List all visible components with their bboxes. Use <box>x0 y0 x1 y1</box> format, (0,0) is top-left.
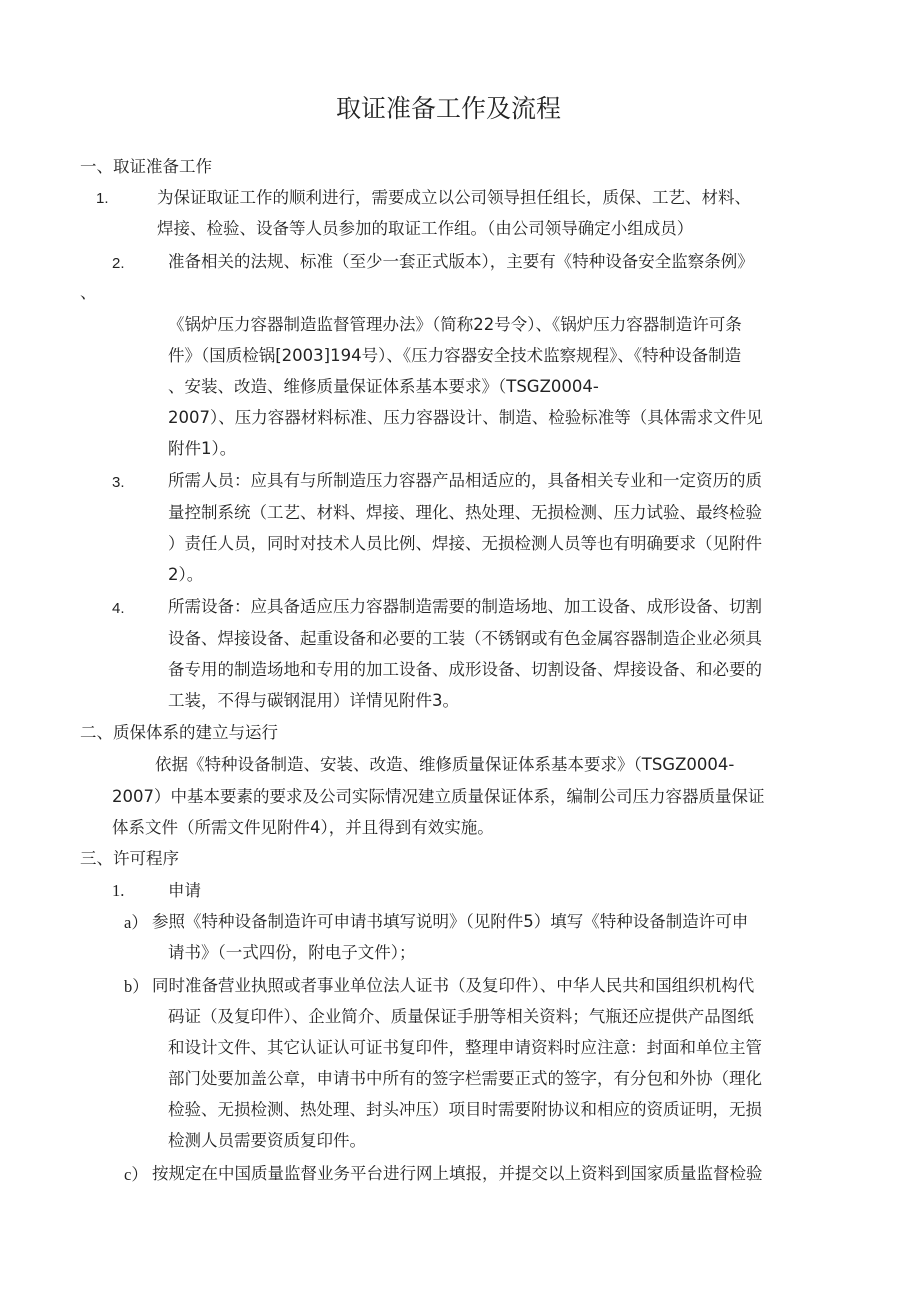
section-heading-2: 二、质保体系的建立与运行 <box>80 723 278 742</box>
item4-line-3: 备专用的制造场地和专用的加工设备、成形设备、切割设备、焊接设备、和必要的 <box>168 660 762 679</box>
item-number: 4. <box>112 600 125 617</box>
sub-item-marker-c: c） <box>124 1165 148 1184</box>
item2-line-2: 、 <box>80 283 97 302</box>
item1-line-1: 为保证取证工作的顺利进行，需要成立以公司领导担任组长，质保、工艺、材料、 <box>157 188 751 207</box>
item2-line-5: 、安装、改造、维修质量保证体系基本要求》（TSGZ0004- <box>168 377 599 396</box>
sub-item-c-line-1: 按规定在中国质量监督业务平台进行网上填报，并提交以上资料到国家质量监督检验 <box>152 1164 763 1183</box>
page-title: 取证准备工作及流程 <box>336 94 562 123</box>
sub-item-b-line-2: 码证（及复印件）、企业简介、质量保证手册等相关资料；气瓶还应提供产品图纸 <box>168 1007 754 1026</box>
item2-line-3: 《锅炉压力容器制造监督管理办法》（简称22号令）、《锅炉压力容器制造许可条 <box>168 315 742 334</box>
sub-item-a-line-2: 请书》（一式四份，附电子文件）； <box>168 943 416 962</box>
item1-line-2: 焊接、检验、设备等人员参加的取证工作组。（由公司领导确定小组成员） <box>157 219 694 238</box>
sub-item-a-line-1: 参照《特种设备制造许可申请书填写说明》（见附件5）填写《特种设备制造许可申 <box>152 912 749 931</box>
sub-item-b-line-4: 部门处要加盖公章，申请书中所有的签字栏需要正式的签字，有分包和外协（理化 <box>168 1069 762 1088</box>
sub-item-b-line-6: 检测人员需要资质复印件。 <box>168 1131 366 1150</box>
item4-line-2: 设备、焊接设备、起重设备和必要的工装（不锈钢或有色金属容器制造企业必须具 <box>168 629 762 648</box>
item3-line-4: 2）。 <box>168 565 204 584</box>
section-heading-3: 三、许可程序 <box>80 849 179 868</box>
item2-line-7: 附件1）。 <box>168 439 237 458</box>
item3-line-3: ）责任人员，同时对技术人员比例、焊接、无损检测人员等也有明确要求（见附件 <box>168 534 762 553</box>
section-heading-1: 一、取证准备工作 <box>80 157 212 176</box>
sub-item-b-line-5: 检验、无损检测、热处理、封头冲压）项目时需要附协议和相应的资质证明，无损 <box>168 1100 762 1119</box>
item-number: 3. <box>112 474 125 491</box>
item3-line-2: 量控制系统（工艺、材料、焊接、理化、热处理、无损检测、压力试验、最终检验 <box>168 503 762 522</box>
step-number: 1. <box>112 881 125 900</box>
item4-line-4: 工装，不得与碳钢混用）详情见附件3。 <box>168 691 459 710</box>
item4-line-1: 所需设备：应具备适应压力容器制造需要的制造场地、加工设备、成形设备、切割 <box>168 597 762 616</box>
item2-line-4: 件》（国质检锅[2003]194号）、《压力容器安全技术监察规程》、《特种设备制造 <box>168 346 742 365</box>
section2-line-1: 依据《特种设备制造、安装、改造、维修质量保证体系基本要求》（TSGZ0004- <box>155 755 735 774</box>
item2-line-6: 2007）、压力容器材料标准、压力容器设计、制造、检验标准等（具体需求文件见 <box>168 408 763 427</box>
sub-item-marker-a: a） <box>124 913 148 932</box>
item-number: 1. <box>96 190 109 207</box>
section2-line-3: 体系文件（所需文件见附件4），并且得到有效实施。 <box>112 818 494 837</box>
item3-line-1: 所需人员：应具有与所制造压力容器产品相适应的，具备相关专业和一定资历的质 <box>168 471 762 490</box>
sub-item-b-line-1: 同时准备营业执照或者事业单位法人证书（及复印件）、中华人民共和国组织机构代 <box>152 976 755 995</box>
sub-item-b-line-3: 和设计文件、其它认证认可证书复印件，整理申请资料时应注意：封面和单位主管 <box>168 1038 762 1057</box>
step-label: 申请 <box>168 881 201 900</box>
section2-line-2: 2007）中基本要素的要求及公司实际情况建立质量保证体系，编制公司压力容器质量保证 <box>112 787 765 806</box>
sub-item-marker-b: b） <box>124 977 149 996</box>
item-number: 2. <box>112 255 125 272</box>
item2-line-1: 准备相关的法规、标准（至少一套正式版本），主要有《特种设备安全监察条例》 <box>168 252 754 271</box>
